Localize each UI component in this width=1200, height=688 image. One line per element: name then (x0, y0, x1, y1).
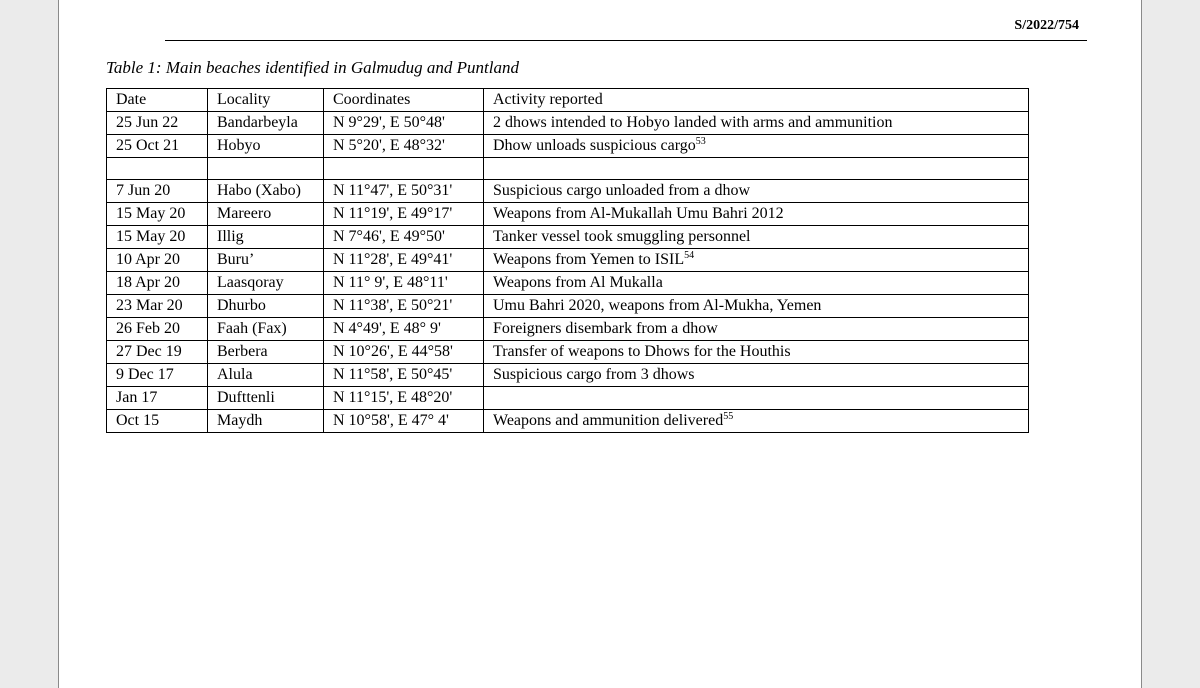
cell-date: 25 Oct 21 (107, 135, 208, 158)
footnote-marker: 53 (695, 136, 706, 147)
table-row (107, 112, 1029, 135)
table-caption: Table 1: Main beaches identified in Galmudug and Puntland (106, 58, 519, 77)
cell-date: 25 Jun 22 (107, 112, 208, 135)
cell-locality: Alula (208, 364, 324, 387)
table-row-empty (107, 158, 1029, 180)
cell-coordinates: N 11°38', E 50°21' (324, 295, 484, 318)
cell-locality: Maydh (208, 410, 324, 433)
beaches-table (106, 88, 1029, 433)
header-rule (165, 40, 1087, 41)
activity-text: Suspicious cargo unloaded from a dhow (493, 182, 750, 199)
header-locality: Locality (208, 89, 324, 112)
activity-text: Weapons from Al-Mukallah Umu Bahri 2012 (493, 205, 784, 222)
cell-date: 27 Dec 19 (107, 341, 208, 364)
activity-text: Tanker vessel took smuggling personnel (493, 228, 751, 245)
cell-locality: Dufttenli (208, 387, 324, 410)
activity-text: Weapons and ammunition delivered (493, 412, 724, 429)
cell-activity (484, 112, 1029, 135)
cell-activity (484, 410, 1029, 433)
cell-locality: Habo (Xabo) (208, 180, 324, 203)
cell-coordinates: N 11°58', E 50°45' (324, 364, 484, 387)
footnote-marker: 54 (684, 250, 695, 261)
activity-text: Weapons from Al Mukalla (493, 274, 663, 291)
table-row (107, 295, 1029, 318)
table-row (107, 341, 1029, 364)
activity-text: Dhow unloads suspicious cargo (493, 137, 696, 154)
cell-date: 15 May 20 (107, 203, 208, 226)
cell-locality: Laasqoray (208, 272, 324, 295)
table-row (107, 364, 1029, 387)
cell-coordinates: N 7°46', E 49°50' (324, 226, 484, 249)
activity-text: Suspicious cargo from 3 dhows (493, 366, 695, 383)
cell-activity (484, 318, 1029, 341)
cell-activity (484, 226, 1029, 249)
activity-text: Weapons from Yemen to ISIL (493, 251, 685, 268)
cell-date: 9 Dec 17 (107, 364, 208, 387)
cell-locality: Hobyo (208, 135, 324, 158)
cell-coordinates: N 10°58', E 47° 4' (324, 410, 484, 433)
cell-coordinates: N 11°15', E 48°20' (324, 387, 484, 410)
table-row (107, 180, 1029, 203)
cell-date: 7 Jun 20 (107, 180, 208, 203)
cell-coordinates: N 11°19', E 49°17' (324, 203, 484, 226)
activity-text: Umu Bahri 2020, weapons from Al-Mukha, Yemen (493, 297, 822, 314)
cell-coordinates: N 11° 9', E 48°11' (324, 272, 484, 295)
cell-coordinates: N 4°49', E 48° 9' (324, 318, 484, 341)
cell-locality: Mareero (208, 203, 324, 226)
cell-coordinates: N 11°28', E 49°41' (324, 249, 484, 272)
cell-locality (208, 158, 324, 180)
table-header-row (107, 89, 1029, 112)
cell-date: Jan 17 (107, 387, 208, 410)
cell-activity (484, 272, 1029, 295)
cell-activity (484, 158, 1029, 180)
table-row (107, 135, 1029, 158)
cell-coordinates: N 9°29', E 50°48' (324, 112, 484, 135)
cell-activity (484, 364, 1029, 387)
header-date: Date (107, 89, 208, 112)
cell-activity (484, 135, 1029, 158)
cell-date: 26 Feb 20 (107, 318, 208, 341)
cell-date: Oct 15 (107, 410, 208, 433)
footnote-marker: 55 (723, 411, 734, 422)
cell-coordinates: N 5°20', E 48°32' (324, 135, 484, 158)
cell-date: 15 May 20 (107, 226, 208, 249)
cell-activity (484, 295, 1029, 318)
header-coordinates: Coordinates (324, 89, 484, 112)
activity-text: Transfer of weapons to Dhows for the Houthis (493, 343, 791, 360)
table-row (107, 203, 1029, 226)
table-row (107, 272, 1029, 295)
cell-date: 23 Mar 20 (107, 295, 208, 318)
cell-activity (484, 387, 1029, 410)
cell-coordinates: N 11°47', E 50°31' (324, 180, 484, 203)
table-row (107, 410, 1029, 433)
cell-locality: Faah (Fax) (208, 318, 324, 341)
cell-locality: Dhurbo (208, 295, 324, 318)
cell-activity (484, 341, 1029, 364)
cell-date (107, 158, 208, 180)
document-symbol: S/2022/754 (1014, 18, 1079, 33)
cell-activity (484, 180, 1029, 203)
table-row (107, 226, 1029, 249)
cell-locality: Buru’ (208, 249, 324, 272)
table-row (107, 387, 1029, 410)
cell-activity (484, 249, 1029, 272)
cell-activity (484, 203, 1029, 226)
cell-date: 18 Apr 20 (107, 272, 208, 295)
cell-coordinates: N 10°26', E 44°58' (324, 341, 484, 364)
cell-locality: Bandarbeyla (208, 112, 324, 135)
header-activity: Activity reported (484, 89, 1029, 112)
table-row (107, 318, 1029, 341)
cell-date: 10 Apr 20 (107, 249, 208, 272)
cell-locality: Illig (208, 226, 324, 249)
cell-locality: Berbera (208, 341, 324, 364)
table-row (107, 249, 1029, 272)
activity-text: 2 dhows intended to Hobyo landed with arms and ammunition (493, 114, 893, 131)
activity-text: Foreigners disembark from a dhow (493, 320, 718, 337)
cell-coordinates (324, 158, 484, 180)
